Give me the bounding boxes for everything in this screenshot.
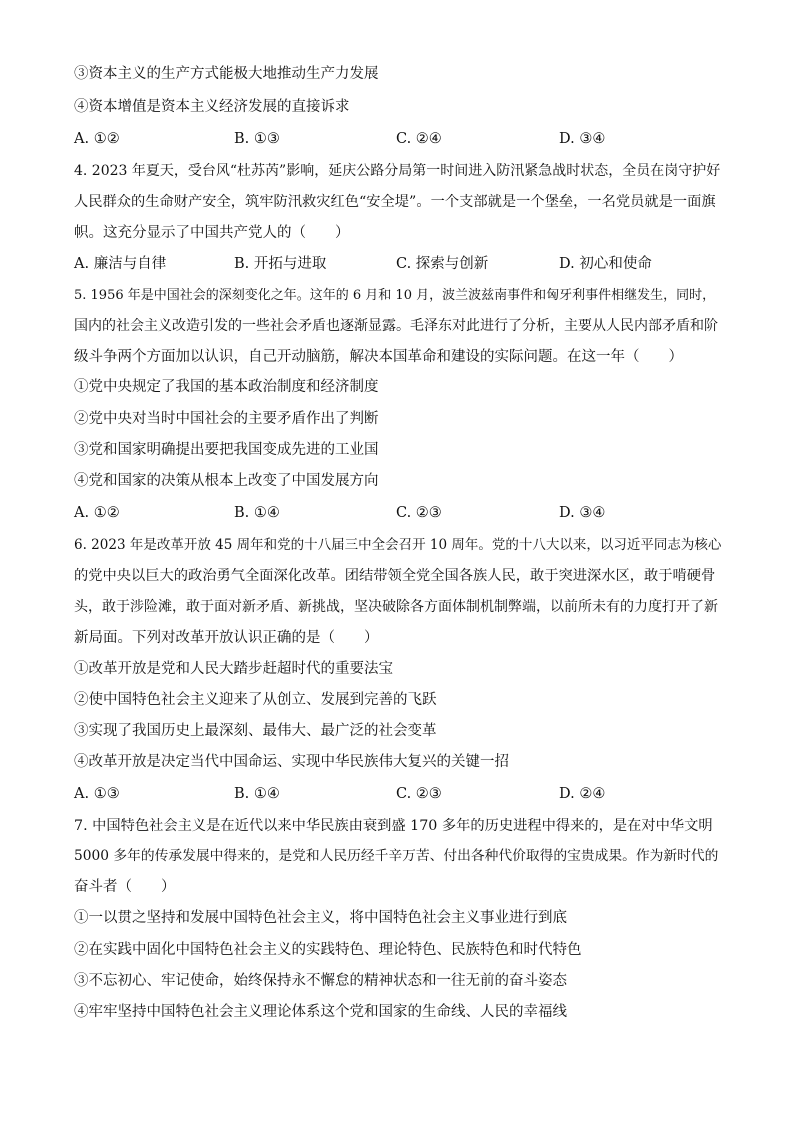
answer-choices (74, 129, 722, 149)
statement-line: ②在实践中固化中国特色社会主义的实践特色、理论特色、民族特色和时代特色 (74, 942, 582, 958)
choice-d: D. 初心和使命 (559, 256, 652, 272)
question-stem-line: 5000 多年的传承发展中得来的，是党和人民历经千辛万苦、付出各种代价取得的宝贵成果。作为新时代的 (74, 848, 719, 864)
question-stem-line: 7. 中国特色社会主义是在近代以来中华民族由衰到盛 170 多年的历史进程中得来的，是在对中华文明 (74, 818, 713, 834)
statement-line: ④党和国家的决策从根本上改变了中国发展方向 (74, 473, 379, 489)
choice-d: D. ③④ (559, 505, 606, 521)
question-stem-line: 帜。这充分显示了中国共产党人的（ ） (74, 225, 350, 241)
question-stem-line: 的党中央以巨大的政治勇气全面深化改革。团结带领全党全国各族人民，敢于突进深水区，敢于啃硬骨 (74, 568, 716, 584)
question-stem-line: 4. 2023 年夏天，受台风“杜苏芮”影响，延庆公路分局第一时间进入防汛紧急战时状态，全员在岗守护好 (74, 163, 721, 179)
choice-d: D. ③④ (559, 131, 606, 147)
statement-line: ①党中央规定了我国的基本政治制度和经济制度 (74, 379, 379, 395)
choice-c: C. ②③ (396, 786, 442, 802)
statement-line: ②党中央对当时中国社会的主要矛盾作出了判断 (74, 411, 379, 427)
question-stem-line: 人民群众的生命财产安全，筑牢防汛救灾红色“安全堤”。一个支部就是一个堡垒，一名党员就是一面旗 (74, 194, 716, 210)
question-stem-line: 级斗争两个方面加以认识，自己开动脑筋，解决本国革命和建设的实际问题。在这一年（ ） (74, 349, 683, 365)
choice-c: C. ②③ (396, 505, 442, 521)
question-stem-line: 奋斗者（ ） (74, 879, 176, 895)
statement-line: ③不忘初心、牢记使命，始终保持永不懈怠的精神状态和一往无前的奋斗姿态 (74, 973, 567, 989)
answer-choices (74, 503, 722, 523)
statement-line: ③实现了我国历史上最深刻、最伟大、最广泛的社会变革 (74, 723, 437, 739)
choice-b: B. 开拓与进取 (234, 256, 327, 272)
choice-b: B. ①④ (234, 505, 280, 521)
question-stem-line: 6. 2023 年是改革开放 45 周年和党的十八届三中全会召开 10 周年。党的十八大以来，以习近平同志为核心 (74, 537, 722, 553)
choice-b: B. ①③ (234, 131, 280, 147)
question-stem-line: 5. 1956 年是中国社会的深刻变化之年。这年的 6 月和 10 月，波兰波兹南事件和匈牙利事件相继发生，同时， (74, 288, 716, 303)
statement-line: ④牢牢坚持中国特色社会主义理论体系这个党和国家的生命线、人民的幸福线 (74, 1004, 567, 1020)
statement-line: ③党和国家明确提出要把我国变成先进的工业国 (74, 442, 379, 458)
choice-d: D. ②④ (559, 786, 606, 802)
choice-c: C. 探索与创新 (396, 256, 489, 272)
question-stem-line: 头，敢于涉险滩，敢于面对新矛盾、新挑战，坚决破除各方面体制机制弊端，以前所未有的力度打开了新 (74, 599, 718, 615)
statement-line: ④改革开放是决定当代中国命运、实现中华民族伟大复兴的关键一招 (74, 754, 509, 770)
option-line: ④资本增值是资本主义经济发展的直接诉求 (74, 99, 350, 115)
choice-a: A. ①③ (74, 786, 120, 802)
question-stem-line: 新局面。下列对改革开放认识正确的是（ ） (74, 630, 379, 646)
choice-c: C. ②④ (396, 131, 442, 147)
statement-line: ②使中国特色社会主义迎来了从创立、发展到完善的飞跃 (74, 692, 437, 708)
answer-choices (74, 254, 722, 274)
answer-choices (74, 784, 722, 804)
statement-line: ①一以贯之坚持和发展中国特色社会主义，将中国特色社会主义事业进行到底 (74, 910, 567, 926)
choice-b: B. ①④ (234, 786, 280, 802)
choice-a: A. ①② (74, 505, 120, 521)
statement-line: ①改革开放是党和人民大踏步赶超时代的重要法宝 (74, 661, 393, 677)
choice-a: A. ①② (74, 131, 120, 147)
choice-a: A. 廉洁与自律 (74, 256, 167, 272)
question-stem-line: 国内的社会主义改造引发的一些社会矛盾也逐渐显露。毛泽东对此进行了分析，主要从人民内部矛盾和阶 (74, 318, 718, 334)
option-line: ③资本主义的生产方式能极大地推动生产力发展 (74, 66, 379, 82)
